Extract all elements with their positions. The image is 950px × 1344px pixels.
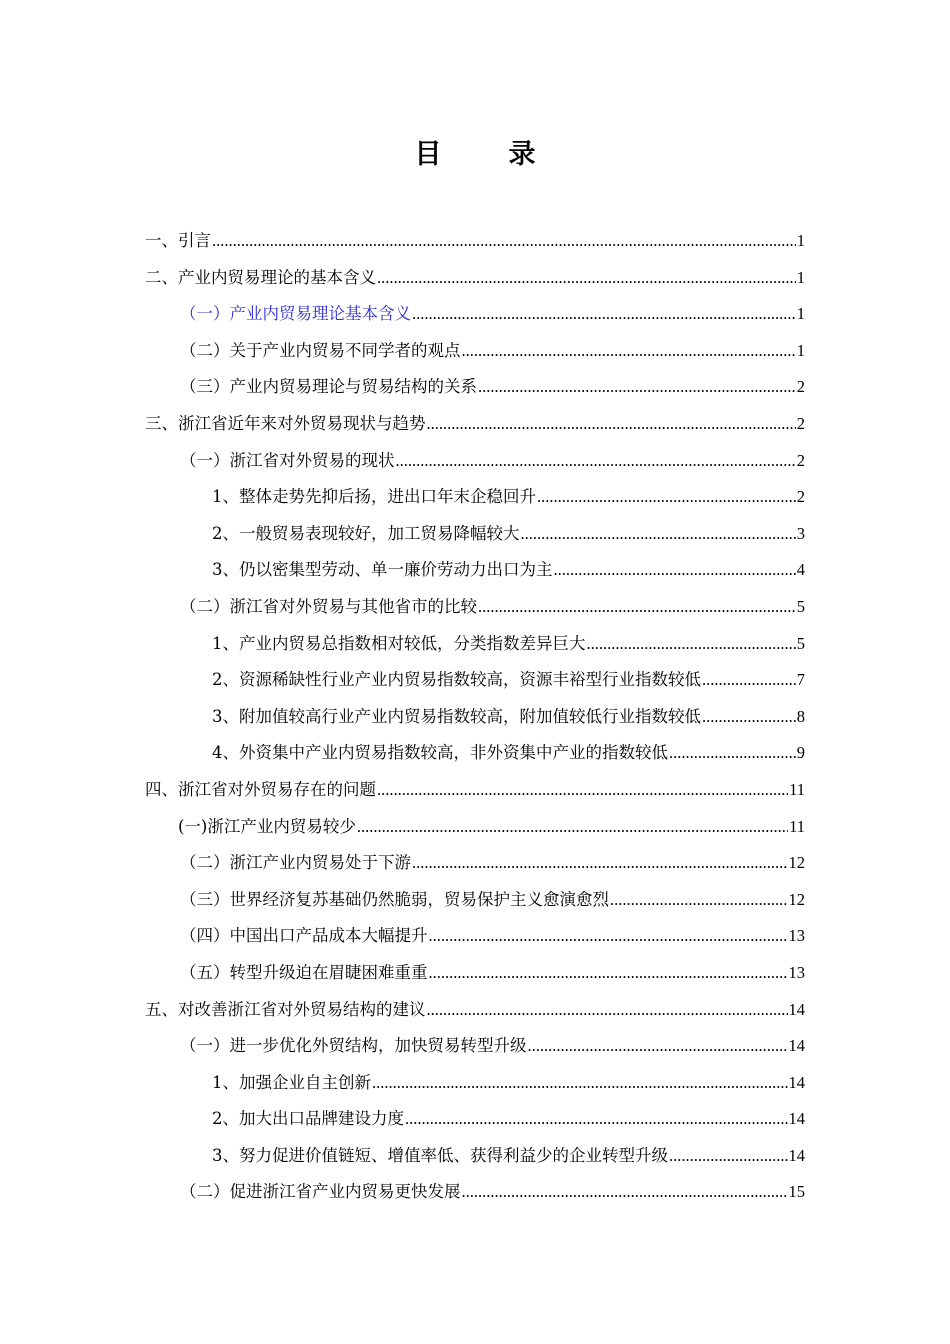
- toc-entry-page: 15: [788, 1182, 805, 1201]
- toc-entry-label: 三、浙江省近年来对外贸易现状与趋势: [145, 414, 426, 433]
- toc-entry-page: 14: [788, 1146, 805, 1165]
- toc-entry-page: 9: [796, 743, 805, 762]
- toc-entry-page: 5: [796, 597, 805, 616]
- toc-entry-page: 5: [796, 634, 805, 653]
- toc-leader-dots: [372, 1072, 788, 1094]
- toc-entry-label: 2、一般贸易表现较好，加工贸易降幅较大: [212, 524, 520, 543]
- toc-entry-label: （二）促进浙江省产业内贸易更快发展: [180, 1182, 461, 1201]
- toc-entry[interactable]: [212, 1100, 805, 1130]
- toc-entry-label: 2、资源稀缺性行业产业内贸易指数较高，资源丰裕型行业指数较低: [212, 670, 701, 689]
- toc-entry[interactable]: [180, 332, 805, 362]
- toc-entry-label: (一)浙江产业内贸易较少: [178, 817, 356, 836]
- toc-entry-label: （二）浙江省对外贸易与其他省市的比较: [180, 597, 477, 616]
- toc-entry[interactable]: [180, 295, 805, 325]
- toc-leader-dots: [427, 999, 788, 1021]
- toc-entry-label: （三）世界经济复苏基础仍然脆弱，贸易保护主义愈演愈烈: [180, 890, 609, 909]
- toc-entry-page: 1: [796, 268, 805, 287]
- toc-entry-label: 一、引言: [145, 231, 211, 250]
- toc-leader-dots: [429, 962, 788, 984]
- toc-entry-page: 8: [796, 707, 805, 726]
- toc-entry-page: 1: [796, 341, 805, 360]
- toc-entry-page: 14: [788, 1036, 805, 1055]
- toc-entry-label: （五）转型升级迫在眉睫困难重重: [180, 963, 428, 982]
- toc-entry-label: 4、外资集中产业内贸易指数较高，非外资集中产业的指数较低: [212, 743, 668, 762]
- toc-entry[interactable]: [145, 771, 805, 801]
- toc-leader-dots: [702, 706, 796, 728]
- toc-leader-dots: [462, 1181, 788, 1203]
- toc-leader-dots: [478, 376, 796, 398]
- toc-entry-page: 2: [796, 487, 805, 506]
- toc-leader-dots: [478, 596, 796, 618]
- toc-entry-label: （三）产业内贸易理论与贸易结构的关系: [180, 377, 477, 396]
- toc-entry-label: （一）浙江省对外贸易的现状: [180, 451, 395, 470]
- toc-leader-dots: [405, 1108, 788, 1130]
- toc-entry-label: 3、仍以密集型劳动、单一廉价劳动力出口为主: [212, 560, 553, 579]
- toc-entry-label: （四）中国出口产品成本大幅提升: [180, 926, 428, 945]
- toc-leader-dots: [537, 486, 796, 508]
- toc-leader-dots: [554, 559, 796, 581]
- toc-entry[interactable]: [180, 1027, 805, 1057]
- toc-entry-label: 1、加强企业自主创新: [212, 1073, 371, 1092]
- toc-title: 目 录: [414, 139, 556, 170]
- toc-entry-page: 2: [796, 451, 805, 470]
- toc-entry-label: 四、浙江省对外贸易存在的问题: [145, 780, 376, 799]
- toc-entry[interactable]: [180, 954, 805, 984]
- toc-entry-label: 3、努力促进价值链短、增值率低、获得利益少的企业转型升级: [212, 1146, 668, 1165]
- toc-leader-dots: [357, 816, 788, 838]
- toc-leader-dots: [427, 413, 796, 435]
- toc-entry[interactable]: [180, 588, 805, 618]
- toc-leader-dots: [669, 742, 796, 764]
- toc-entry[interactable]: [145, 222, 805, 252]
- toc-leader-dots: [377, 779, 788, 801]
- toc-entry[interactable]: [212, 478, 805, 508]
- toc-entry-page: 3: [796, 524, 805, 543]
- toc-leader-dots: [377, 267, 796, 289]
- toc-entry-page: 13: [788, 963, 805, 982]
- toc-entry[interactable]: [212, 551, 805, 581]
- toc-entry-label: 1、产业内贸易总指数相对较低，分类指数差异巨大: [212, 634, 586, 653]
- toc-entry[interactable]: [212, 625, 805, 655]
- toc-leader-dots: [412, 852, 788, 874]
- toc-entry-label: 2、加大出口品牌建设力度: [212, 1109, 404, 1128]
- toc-leader-dots: [669, 1145, 788, 1167]
- toc-leader-dots: [702, 669, 796, 691]
- toc-leader-dots: [587, 633, 796, 655]
- toc-entry-page: 4: [796, 560, 805, 579]
- toc-entry[interactable]: [180, 881, 805, 911]
- toc-entry[interactable]: [180, 368, 805, 398]
- toc-entry-label: （二）浙江产业内贸易处于下游: [180, 853, 411, 872]
- toc-leader-dots: [521, 523, 796, 545]
- toc-entry[interactable]: [145, 259, 805, 289]
- toc-entry[interactable]: [212, 1137, 805, 1167]
- toc-entry-page: 7: [796, 670, 805, 689]
- toc-entry[interactable]: [180, 442, 805, 472]
- toc-entry[interactable]: [180, 917, 805, 947]
- toc-leader-dots: [462, 340, 796, 362]
- toc-entry-label: 3、附加值较高行业产业内贸易指数较高，附加值较低行业指数较低: [212, 707, 701, 726]
- toc-entry-label: 二、产业内贸易理论的基本含义: [145, 268, 376, 287]
- toc-entry-page: 11: [789, 780, 805, 799]
- toc-entry[interactable]: [178, 808, 805, 838]
- toc-leader-dots: [212, 230, 796, 252]
- toc-entry-label: （一）进一步优化外贸结构，加快贸易转型升级: [180, 1036, 527, 1055]
- toc-entry-page: 12: [788, 853, 805, 872]
- toc-entry-label: （二）关于产业内贸易不同学者的观点: [180, 341, 461, 360]
- toc-entry-page: 2: [796, 377, 805, 396]
- toc-entry[interactable]: [212, 661, 805, 691]
- toc-leader-dots: [396, 450, 796, 472]
- toc-entry-page: 12: [788, 890, 805, 909]
- toc-entry[interactable]: [145, 405, 805, 435]
- toc-leader-dots: [412, 303, 796, 325]
- toc-entry-page: 14: [788, 1073, 805, 1092]
- toc-entry-page: 2: [796, 414, 805, 433]
- toc-entry-page: 1: [796, 304, 805, 323]
- toc-leader-dots: [528, 1035, 788, 1057]
- toc-entry[interactable]: [212, 698, 805, 728]
- toc-entry-page: 11: [789, 817, 805, 836]
- toc-entry[interactable]: [212, 1064, 805, 1094]
- toc-leader-dots: [610, 889, 788, 911]
- toc-entry-page: 13: [788, 926, 805, 945]
- toc-entry-page: 1: [796, 231, 805, 250]
- toc-entry[interactable]: [212, 734, 805, 764]
- toc-entry[interactable]: [180, 844, 805, 874]
- toc-entry[interactable]: [145, 991, 805, 1021]
- toc-entry-page: 14: [788, 1109, 805, 1128]
- toc-entry-page: 14: [788, 1000, 805, 1019]
- toc-entry-label: 1、整体走势先抑后扬，进出口年末企稳回升: [212, 487, 536, 506]
- toc-entry-label: （一）产业内贸易理论基本含义: [180, 304, 411, 323]
- toc-entry[interactable]: [180, 1173, 805, 1203]
- toc-entry-label: 五、对改善浙江省对外贸易结构的建议: [145, 1000, 426, 1019]
- toc-entry[interactable]: [212, 515, 805, 545]
- toc-leader-dots: [429, 925, 788, 947]
